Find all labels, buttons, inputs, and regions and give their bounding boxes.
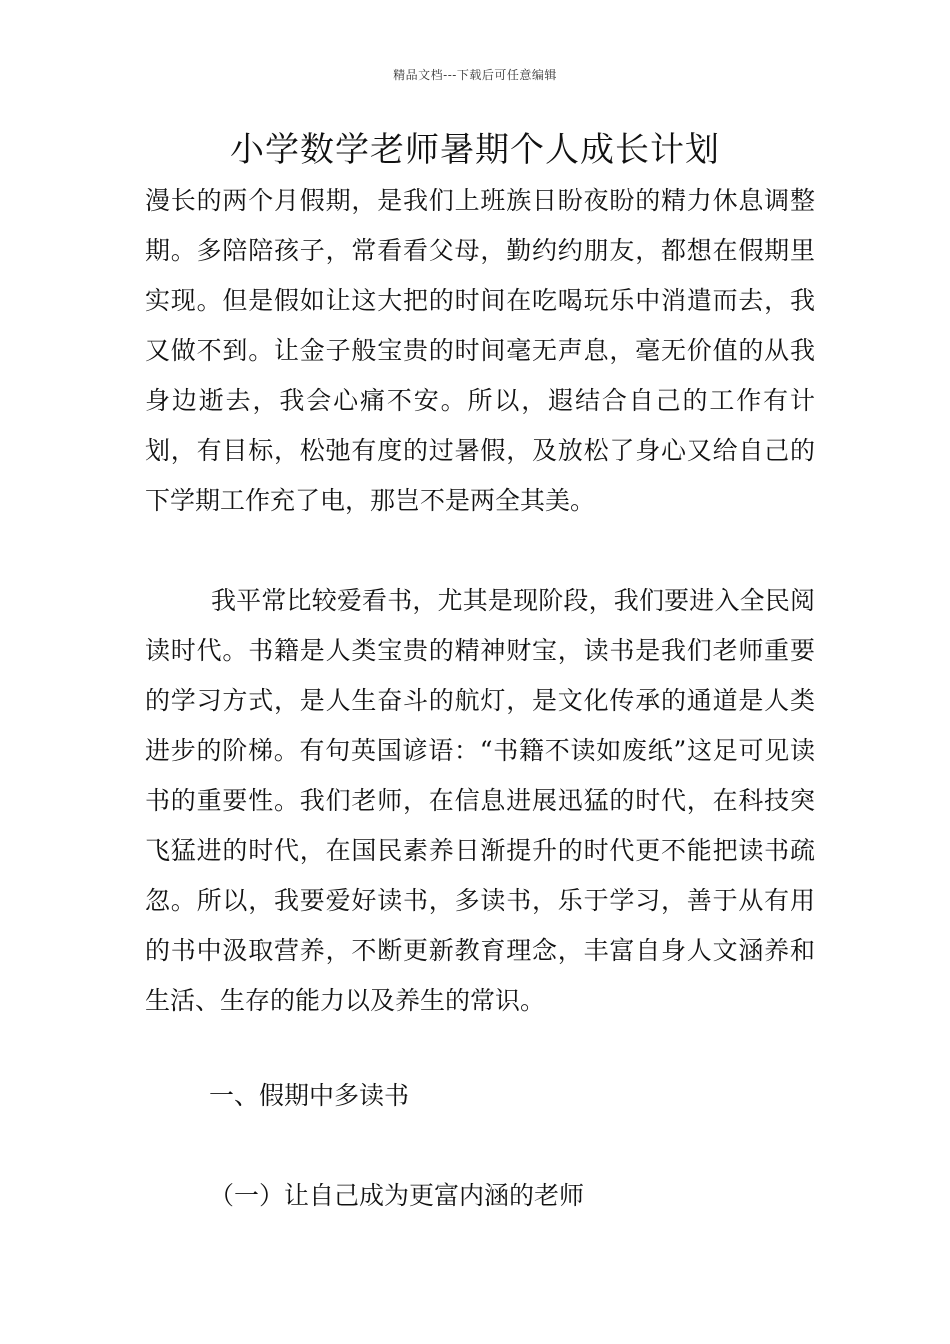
paragraph-intro: 漫长的两个月假期，是我们上班族日盼夜盼的精力休息调整期。多陪陪孩子，常看看父母，勤约约朋友，都想在假期里实现。但是假如让这大把的时间在吃喝玩乐中消遣而去，我又做不到。让金子般宝贵的时间毫无声息，毫无价值的从我身边逝去，我会心痛不安。所以，遐结合自己的工作有计划，有目标，松弛有度的过暑假，及放松了身心又给自己的下学期工作充了电，那岂不是两全其美。: [145, 186, 815, 515]
paragraph-reading: 我平常比较爱看书，尤其是现阶段，我们要进入全民阅读时代。书籍是人类宝贵的精神财宝，读书是我们老师重要的学习方式，是人生奋斗的航灯，是文化传承的通道是人类进步的阶梯。有句英国谚语：“书籍不读如废纸”这足可见读书的重要性。我们老师，在信息进展迅猛的时代，在科技突飞猛进的时代，在国民素养日渐提升的时代更不能把读书疏忽。所以，我要爱好读书，多读书，乐于学习，善于从有用的书中汲取营养，不断更新教育理念，丰富自身人文涵养和生活、生存的能力以及养生的常识。: [145, 586, 815, 1015]
header-note: 精品文档---下载后可任意编辑: [393, 68, 557, 82]
section-heading: 一、假期中多读书: [209, 1081, 410, 1110]
subsection-heading: （一）让自己成为更富内涵的老师: [209, 1181, 585, 1210]
document-title: 小学数学老师暑期个人成长计划: [230, 130, 720, 170]
